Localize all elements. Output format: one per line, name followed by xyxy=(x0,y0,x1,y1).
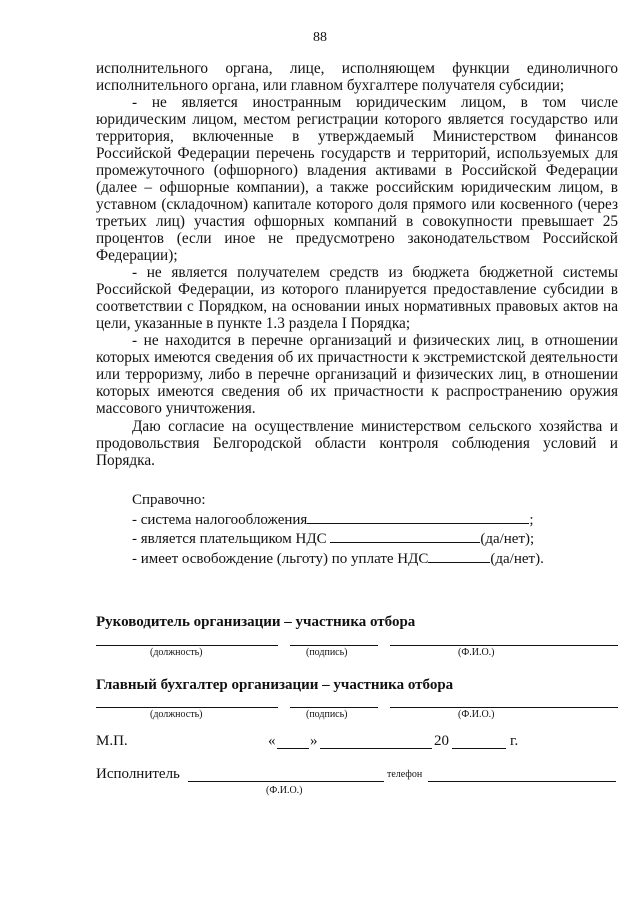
accountant-position-caption: (должность) xyxy=(150,709,203,720)
vat-exempt-row xyxy=(96,549,618,569)
accountant-position-line[interactable] xyxy=(96,707,278,708)
executor-name-field[interactable] xyxy=(188,768,384,782)
accountant-signature-line[interactable] xyxy=(290,707,378,708)
phone-field[interactable] xyxy=(428,768,616,782)
date-day-field[interactable] xyxy=(277,735,309,749)
tax-system-field[interactable] xyxy=(307,510,529,524)
vat-payer-label: - является плательщиком НДС xyxy=(132,531,327,547)
vat-exempt-options: (да/нет). xyxy=(490,550,544,567)
executor-name-caption: (Ф.И.О.) xyxy=(266,785,303,796)
vat-exempt-field[interactable] xyxy=(428,549,490,563)
head-name-caption: (Ф.И.О.) xyxy=(458,647,495,658)
accountant-signature-caption: (подпись) xyxy=(306,709,348,720)
phone-label: телефон xyxy=(387,769,423,780)
head-signature-line[interactable] xyxy=(290,645,378,646)
vat-payer-field[interactable] xyxy=(330,529,480,543)
paragraph-consent: Даю согласие на осуществление министерством сельского хозяйства и продовольствия Белгородской области контроля соблюдения условий и Порядка. xyxy=(96,418,618,469)
vat-exempt-label: - имеет освобождение (льготу) по уплате НДС xyxy=(132,550,429,567)
accountant-name-line[interactable] xyxy=(390,707,618,708)
accountant-signature-title: Главный бухгалтер организации – участника отбора xyxy=(96,677,454,693)
paragraph-not-foreign-entity: - не является иностранным юридическим лицом, в том числе юридическим лицом, местом регистрации которого является государство или территория, включенные в утверждаемый Министерством финансов Российской Федерации перечень государств и территорий, используемых для промежуточного (офшорного) владения активами в Российской Федерации (далее – офшорные компании), а также российским юридическим лицом, в уставном (складочном) капитале которого доля прямого или косвенного (через третьих лиц) участия офшорных компаний в совокупности превышает 25 процентов (если иное не предусмотрено законодательством Российской Федерации); xyxy=(96,94,618,264)
head-position-caption: (должность) xyxy=(150,647,203,658)
head-position-line[interactable] xyxy=(96,645,278,646)
reference-block xyxy=(96,492,618,568)
executor-row xyxy=(96,766,618,786)
date-month-field[interactable] xyxy=(320,735,432,749)
seal-label: М.П. xyxy=(96,733,128,749)
head-signature-title: Руководитель организации – участника отбора xyxy=(96,614,416,630)
page-number: 88 xyxy=(313,30,327,45)
vat-payer-options: (да/нет); xyxy=(480,531,535,547)
vat-payer-row xyxy=(96,529,618,549)
date-year-prefix: 20 xyxy=(434,733,449,749)
date-year-suffix: г. xyxy=(510,733,519,749)
tax-system-row xyxy=(96,510,618,530)
date-year-field[interactable] xyxy=(452,735,506,749)
paragraph-not-budget-recipient: - не является получателем средств из бюджета бюджетной системы Российской Федерации, из которого планируется предоставление субсидии в соответствии с Порядком, на основании иных нормативных правовых актов на цели, указанные в пункте 1.3 раздела I Порядка; xyxy=(96,264,618,332)
date-quote-open: « xyxy=(268,733,276,749)
tax-system-end: ; xyxy=(529,511,534,528)
document-body xyxy=(96,60,618,469)
reference-title: Справочно: xyxy=(132,492,206,508)
head-name-line[interactable] xyxy=(390,645,618,646)
tax-system-label: - система налогообложения xyxy=(132,511,308,528)
seal-date-row xyxy=(96,733,618,753)
accountant-name-caption: (Ф.И.О.) xyxy=(458,709,495,720)
paragraph-not-in-extremism-list: - не находится в перечне организаций и физических лиц, в отношении которых имеются сведения об их причастности к экстремистской деятельности или терроризму, либо в перечне организаций и физических лиц, в отношении которых имеются сведения об их причастности к распространению оружия массового уничтожения. xyxy=(96,332,618,417)
date-quote-close: » xyxy=(310,733,318,749)
head-signature-caption: (подпись) xyxy=(306,647,348,658)
paragraph-continuation: исполнительного органа, лице, исполняющем функции единоличного исполнительного органа, или главном бухгалтере получателя субсидии; xyxy=(96,60,618,94)
executor-label: Исполнитель xyxy=(96,766,180,782)
